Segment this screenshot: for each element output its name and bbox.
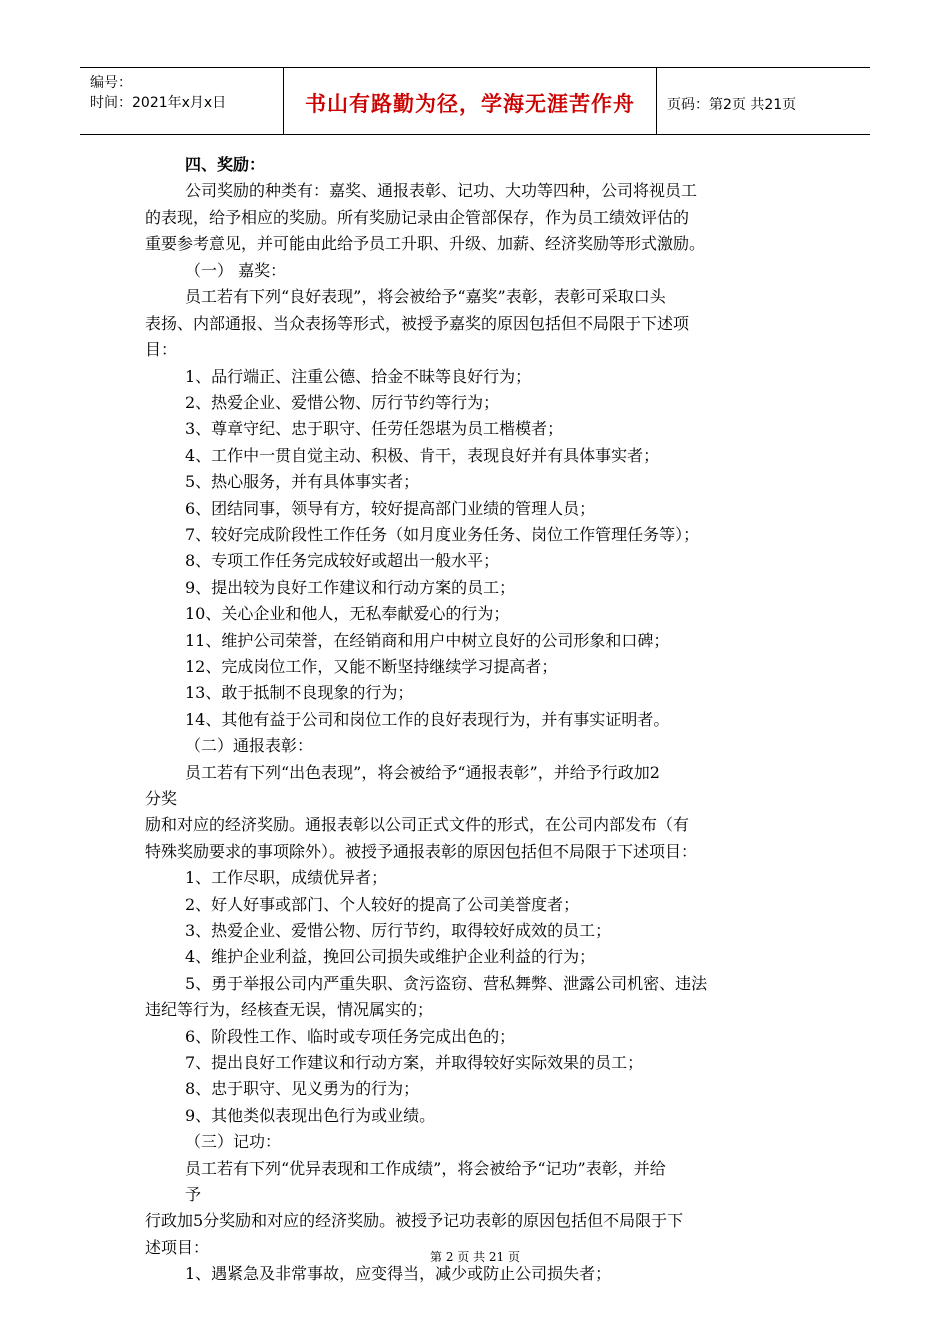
text-line: 表扬、内部通报、当众表扬等形式，被授予嘉奖的原因包括但不局限于下述项 <box>145 314 690 333</box>
text-line: 违纪等行为，经核查无误，情况属实的； <box>145 1000 434 1019</box>
text-line: 员工若有下列“优异表现和工作成绩”，将会被给予“记功”表彰，并给 <box>185 1159 666 1178</box>
text-line: 6、团结同事，领导有方，较好提高部门业绩的管理人员； <box>185 499 596 518</box>
text-line: 1、品行端正、注重公德、拾金不昧等良好行为； <box>185 367 532 386</box>
page-info: 页码：第2页 共21页 <box>667 97 797 113</box>
text-line: 4、维护企业利益，挽回公司损失或维护企业利益的行为； <box>185 947 596 966</box>
text-line: 3、热爱企业、爱惜公物、厉行节约，取得较好成效的员工； <box>185 921 612 940</box>
text-line: 7、较好完成阶段性工作任务（如月度业务任务、岗位工作管理任务等）； <box>185 525 700 544</box>
text-line: 9、其他类似表现出色行为或业绩。 <box>185 1106 436 1125</box>
text-line: 6、阶段性工作、临时或专项任务完成出色的； <box>185 1027 516 1046</box>
text-line: 2、好人好事或部门、个人较好的提高了公司美誉度者； <box>185 895 580 914</box>
text-line: 2、热爱企业、爱惜公物、厉行节约等行为； <box>185 393 500 412</box>
text-line: 9、提出较为良好工作建议和行动方案的员工； <box>185 578 516 597</box>
text-line: 1、遇紧急及非常事故，应变得当，减少或防止公司损失者； <box>185 1264 612 1283</box>
text-line: （二）通报表彰： <box>185 736 314 755</box>
section-heading: 四、奖励： <box>185 155 266 174</box>
text-line: 员工若有下列“出色表现”，将会被给予“通报表彰”，并给予行政加2 <box>185 763 660 782</box>
text-line: 10、关心企业和他人，无私奉献爱心的行为； <box>185 604 510 623</box>
text-line: 12、完成岗位工作，又能不断坚持继续学习提高者； <box>185 657 558 676</box>
text-line: 11、维护公司荣誉，在经销商和用户中树立良好的公司形象和口碑； <box>185 631 670 650</box>
text-line: 行政加5分奖励和对应的经济奖励。被授予记功表彰的原因包括但不局限于下 <box>145 1211 684 1230</box>
text-line: 特殊奖励要求的事项除外）。被授予通报表彰的原因包括但不局限于下述项目： <box>145 842 698 861</box>
text-line: 分奖 <box>145 789 178 808</box>
time-label: 时间：2021年x月x日 <box>90 95 227 111</box>
text-line: （一） 嘉奖： <box>185 261 287 280</box>
text-line: 述项目： <box>145 1238 210 1257</box>
text-line: 目： <box>145 340 178 359</box>
header-motto-cell <box>283 68 657 134</box>
text-line: 公司奖励的种类有：嘉奖、通报表彰、记功、大功等四种，公司将视员工 <box>185 181 698 200</box>
text-line: 5、热心服务，并有具体事实者； <box>185 472 420 491</box>
header-meta-cell <box>80 68 283 134</box>
motto: 书山有路勤为径，学海无涯苦作舟 <box>305 91 635 116</box>
text-line: 8、专项工作任务完成较好或超出一般水平； <box>185 551 500 570</box>
text-line: 14、其他有益于公司和岗位工作的良好表现行为，并有事实证明者。 <box>185 710 670 729</box>
document-header <box>80 67 870 135</box>
header-page-cell <box>655 68 870 134</box>
text-line: 5、勇于举报公司内严重失职、贪污盗窃、营私舞弊、泄露公司机密、违法 <box>185 974 708 993</box>
text-line: 4、工作中一贯自觉主动、积极、肯干，表现良好并有具体事实者； <box>185 446 660 465</box>
text-line: 员工若有下列“良好表现”，将会被给予“嘉奖”表彰，表彰可采取口头 <box>185 287 666 306</box>
page-footer: 第 2 页 共 21 页 <box>430 1250 520 1264</box>
text-line: 3、尊章守纪、忠于职守、任劳任怨堪为员工楷模者； <box>185 419 564 438</box>
text-line: 13、敢于抵制不良现象的行为； <box>185 683 414 702</box>
text-line: 予 <box>185 1185 202 1204</box>
text-line: 励和对应的经济奖励。通报表彰以公司正式文件的形式，在公司内部发布（有 <box>145 815 690 834</box>
text-line: 7、提出良好工作建议和行动方案，并取得较好实际效果的员工； <box>185 1053 644 1072</box>
text-line: 1、工作尽职，成绩优异者； <box>185 868 388 887</box>
number-label: 编号： <box>90 75 132 91</box>
text-line: （三）记功： <box>185 1132 282 1151</box>
text-line: 8、忠于职守、见义勇为的行为； <box>185 1079 420 1098</box>
text-line: 重要参考意见，并可能由此给予员工升职、升级、加薪、经济奖励等形式激励。 <box>145 234 706 253</box>
text-line: 的表现，给予相应的奖励。所有奖励记录由企管部保存，作为员工绩效评估的 <box>145 208 690 227</box>
